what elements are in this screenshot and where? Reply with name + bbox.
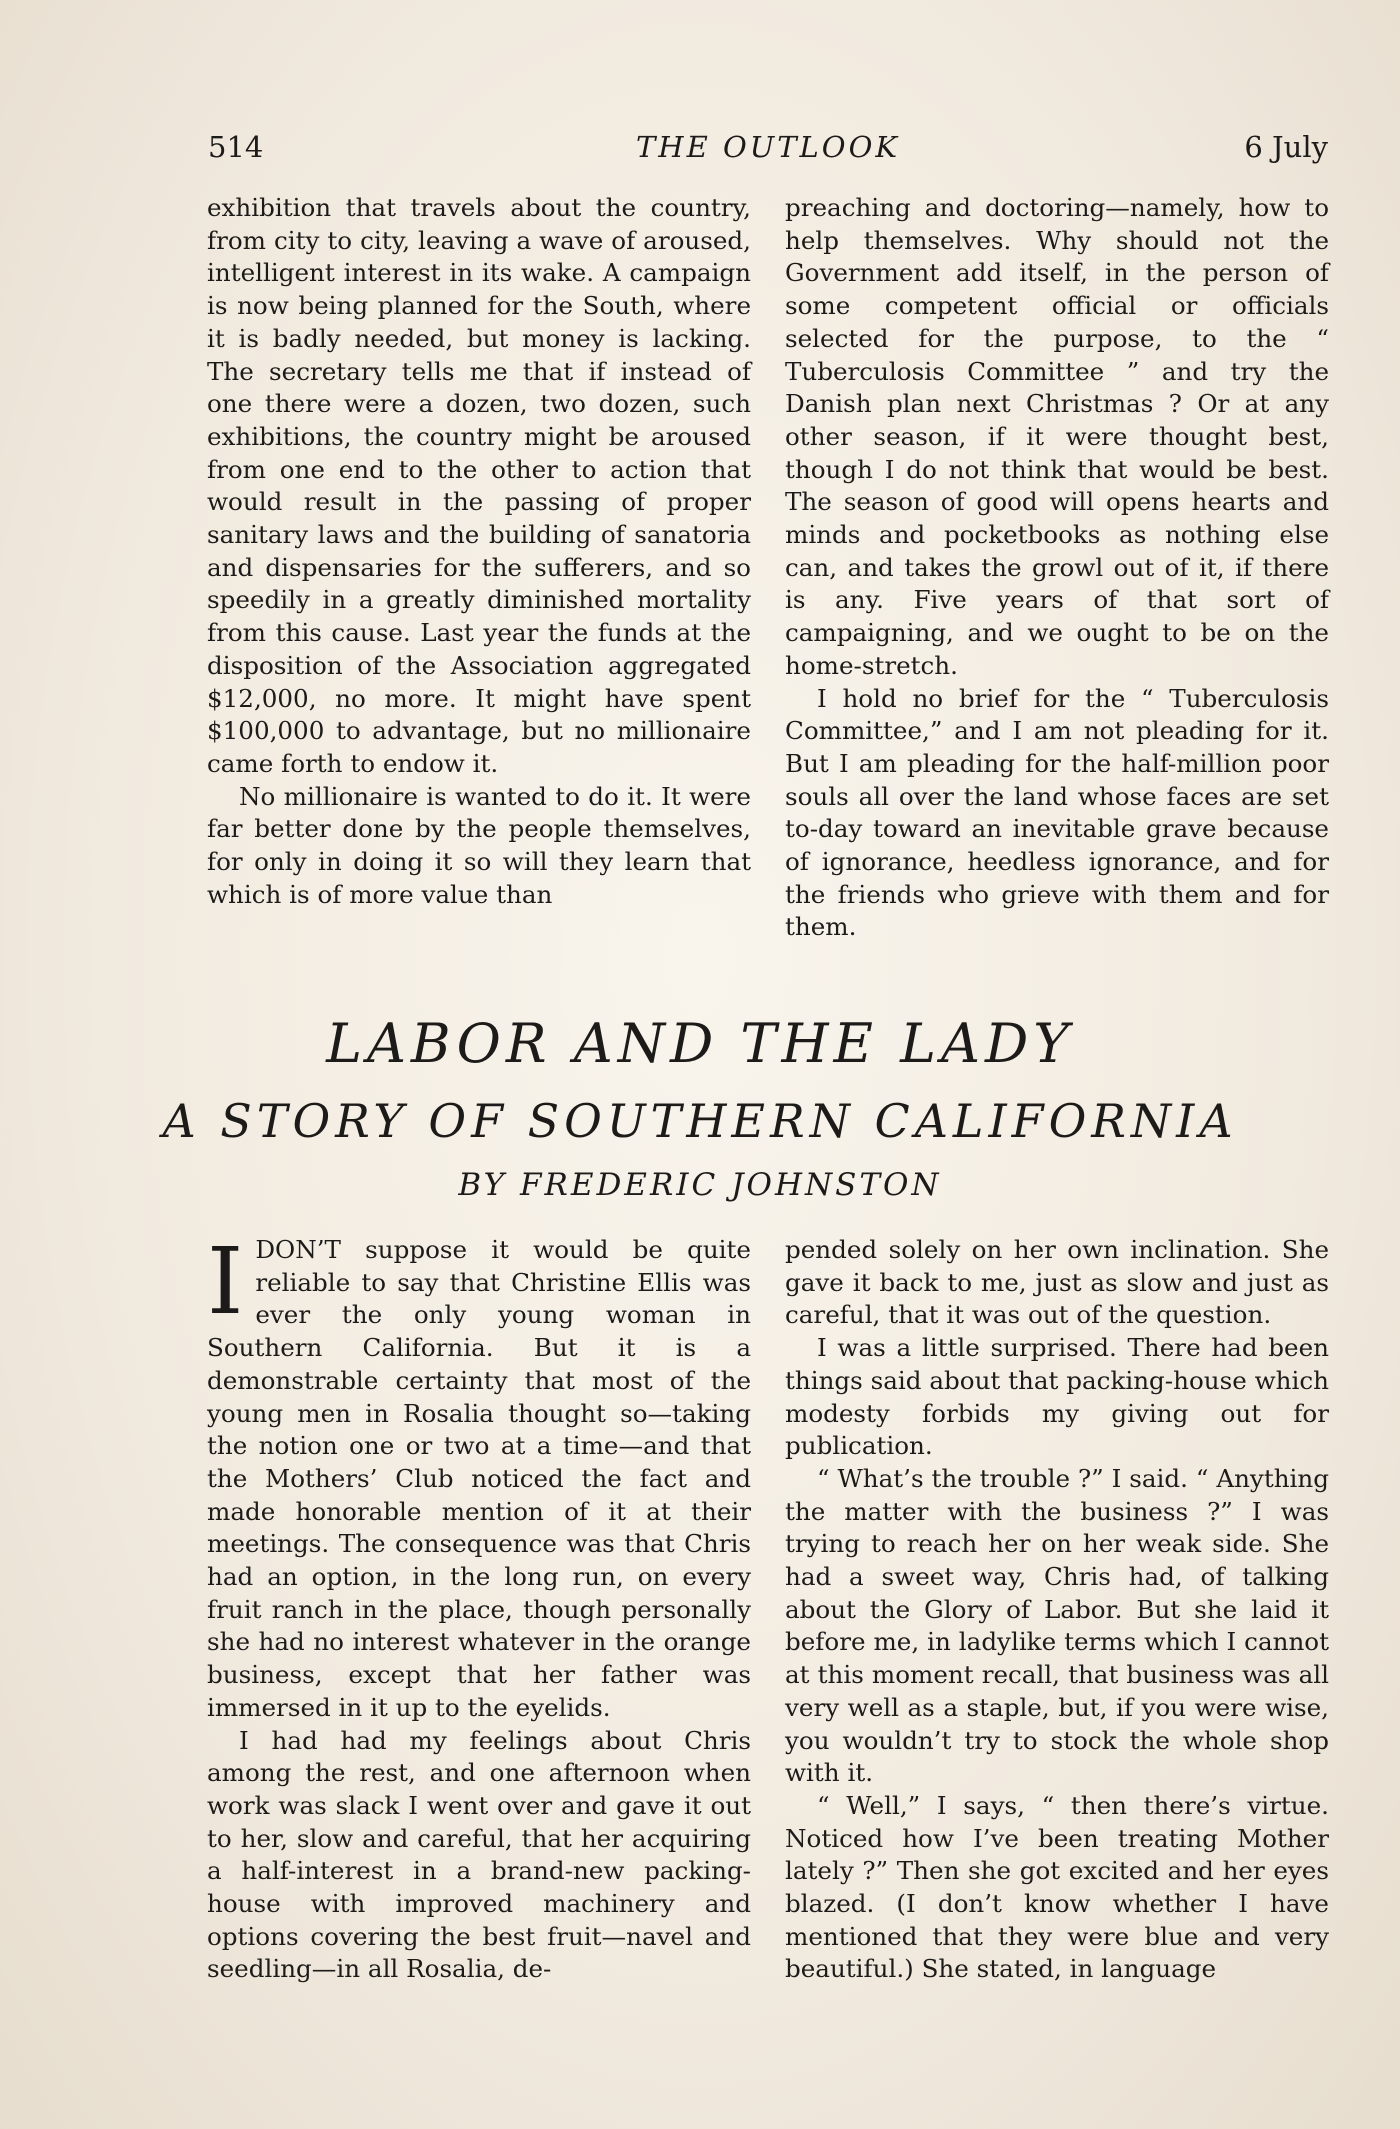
paragraph: I hold no brief for the “ Tuberculosis Committee,” and I am not pleading for it. But I am pleading for the half-million poor souls all over the land whose faces are set to-day toward an inevitable grave because of ignorance, heedless ignorance, and for the friends who grieve with them and for them. <box>785 683 1329 942</box>
issue-date: 6 July <box>1244 130 1328 164</box>
paragraph: exhibition that travels about the country, from city to city, leaving a wave of aroused, intelligent interest in its wake. A campaign is now being planned for the South, where it is badly needed, but money is lacking. The secretary tells me that if instead of one there were a dozen, two dozen, such exhibitions, the country might be aroused from one end to the other to action that would result in the passing of proper sanitary laws and the building of sanatoria and dispensaries for the sufferers, and so speedily in a greatly diminished mortality from this cause. Last year the funds at the disposition of the Association aggregated $12,000, no more. It might have spent $100,000 to advantage, but no millionaire came forth to endow it. <box>207 193 751 778</box>
paragraph: I was a little surprised. There had been things said about that packing-house which modesty forbids my giving out for publication. <box>785 1333 1329 1461</box>
paragraph: I had had my feelings about Chris among the rest, and one afternoon when work was slack I went over and gave it out to her, slow and careful, that her acquiring a half-interest in a brand-new packing-house with improved machinery and options covering the best fruit—navel and seedling—in all Rosalia, de- <box>207 1725 751 1984</box>
continued-column-left <box>207 192 751 911</box>
story-column-right <box>785 1234 1329 1986</box>
paragraph: “ What’s the trouble ?” I said. “ Anything the matter with the business ?” I was trying to reach her on her weak side. She had a sweet way, Chris had, of talking about the Glory of Labor. But she laid it before me, in ladylike terms which I cannot at this moment recall, that business was all very well as a staple, but, if you were wise, you wouldn’t try to stock the whole shop with it. <box>785 1463 1329 1788</box>
masthead: THE OUTLOOK <box>635 130 901 164</box>
running-header <box>208 130 1328 170</box>
story-title: LABOR AND THE LADY <box>326 1012 1074 1075</box>
paragraph: “ Well,” I says, “ then there’s virtue. Noticed how I’ve been treating Mother lately ?” Then she got excited and her eyes blazed. (I don’t know whether I have mentioned that they were blue and very beautiful.) She stated, in language <box>785 1790 1329 1984</box>
paragraph: pended solely on her own inclination. She gave it back to me, just as slow and just as careful, that it was out of the question. <box>785 1235 1329 1330</box>
opening-text: DON’T suppose it would be quite reliable to say that Christine Ellis was ever the only young woman in Southern California. But it is a demonstrable certainty that most of the young men in Rosalia thought so—taking the notion one or two at a time—and that the Mothers’ Club noticed the fact and made honorable mention of it at their meetings. The consequence was that Chris had an option, in the long run, on every fruit ranch in the place, though personally she had no interest whatever in the orange business, except that her father was immersed in it up to the eyelids. <box>207 1235 751 1722</box>
paragraph: preaching and doctoring—namely, how to help themselves. Why should not the Government add itself, in the person of some competent official or officials selected for the purpose, to the “ Tuberculosis Committee ” and try the Danish plan next Christmas ? Or at any other season, if it were thought best, though I do not think that would be best. The season of good will opens hearts and minds and pocketbooks as nothing else can, and takes the growl out of it, if there is any. Five years of that sort of campaigning, and we ought to be on the home-stretch. <box>785 193 1329 680</box>
opening-paragraph <box>207 1228 751 1725</box>
story-subtitle: A STORY OF SOUTHERN CALIFORNIA <box>162 1094 1238 1148</box>
story-byline: BY FREDERIC JOHNSTON <box>458 1167 942 1203</box>
story-column-left <box>207 1228 751 1986</box>
page-number: 514 <box>208 130 264 164</box>
paragraph: No millionaire is wanted to do it. It were far better done by the people themselves, for only in doing it so will they learn that which is of more value than <box>207 781 751 909</box>
drop-cap: I <box>207 1228 244 1335</box>
continued-column-right <box>785 192 1329 944</box>
